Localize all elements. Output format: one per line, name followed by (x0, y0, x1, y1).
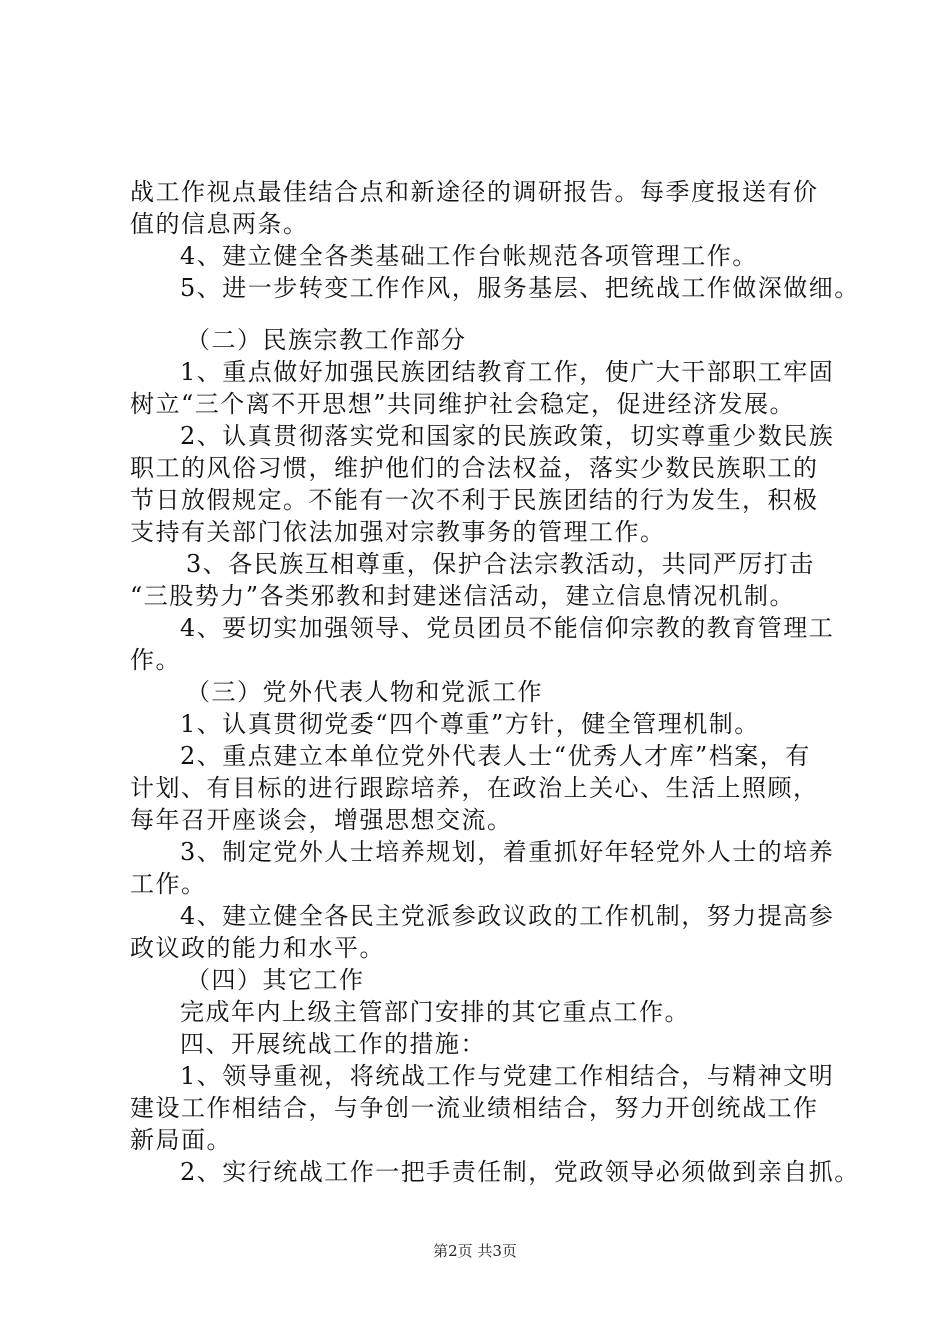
text-line: “三股势力”各类邪教和封建迷信活动，建立信息情况机制。 (130, 582, 796, 610)
text-line: 值的信息两条。 (130, 210, 309, 238)
list-item: 1、认真贯彻党委“四个尊重”方针，健全管理机制。 (180, 710, 760, 738)
section-heading: （三）党外代表人物和党派工作 (186, 678, 543, 706)
text-line: 职工的风俗习惯，维护他们的合法权益，落实少数民族职工的 (130, 454, 819, 482)
text-line: 工作。 (130, 870, 207, 898)
section-heading: （二）民族宗教工作部分 (186, 326, 467, 354)
text-line: 每年召开座谈会，增强思想交流。 (130, 806, 513, 834)
list-item: 2、实行统战工作一把手责任制，党政领导必须做到亲自抓。 (180, 1158, 860, 1186)
list-item: 2、重点建立本单位党外代表人士“优秀人才库”档案，有 (180, 742, 811, 770)
list-item: 4、建立健全各民主党派参政议政的工作机制，努力提高参 (180, 902, 835, 930)
section-heading: 四、开展统战工作的措施： (180, 1030, 486, 1058)
document-body (130, 176, 860, 1188)
text-line: 新局面。 (130, 1126, 232, 1154)
text-line: 战工作视点最佳结合点和新途径的调研报告。每季度报送有价 (130, 178, 819, 206)
text-line: 树立“三个离不开思想”共同维护社会稳定，促进经济发展。 (130, 390, 796, 418)
list-item: 1、重点做好加强民族团结教育工作，使广大干部职工牢固 (180, 358, 835, 386)
text-line: 作。 (130, 646, 181, 674)
text-line: 建设工作相结合，与争创一流业绩相结合，努力开创统战工作 (130, 1094, 819, 1122)
text-line: 计划、有目标的进行跟踪培养，在政治上关心、生活上照顾， (130, 774, 819, 802)
list-item: 4、要切实加强领导、党员团员不能信仰宗教的教育管理工 (180, 614, 835, 642)
paragraph-gap (130, 304, 850, 324)
list-item: 3、各民族互相尊重，保护合法宗教活动，共同严厉打击 (186, 550, 815, 578)
list-item: 2、认真贯彻落实党和国家的民族政策，切实尊重少数民族 (180, 422, 835, 450)
text-line: 政议政的能力和水平。 (130, 934, 385, 962)
page-number: 第2页 共3页 (433, 1242, 517, 1260)
list-item: 3、制定党外人士培养规划，着重抓好年轻党外人士的培养 (180, 838, 835, 866)
text-line: 支持有关部门依法加强对宗教事务的管理工作。 (130, 518, 666, 546)
text-line: 完成年内上级主管部门安排的其它重点工作。 (180, 998, 690, 1026)
list-item: 5、进一步转变工作作风，服务基层、把统战工作做深做细。 (180, 274, 860, 302)
section-heading: （四）其它工作 (186, 966, 365, 994)
list-item: 4、建立健全各类基础工作台帐规范各项管理工作。 (180, 242, 758, 270)
list-item: 1、领导重视，将统战工作与党建工作相结合，与精神文明 (180, 1062, 835, 1090)
text-line: 节日放假规定。不能有一次不利于民族团结的行为发生，积极 (130, 486, 819, 514)
